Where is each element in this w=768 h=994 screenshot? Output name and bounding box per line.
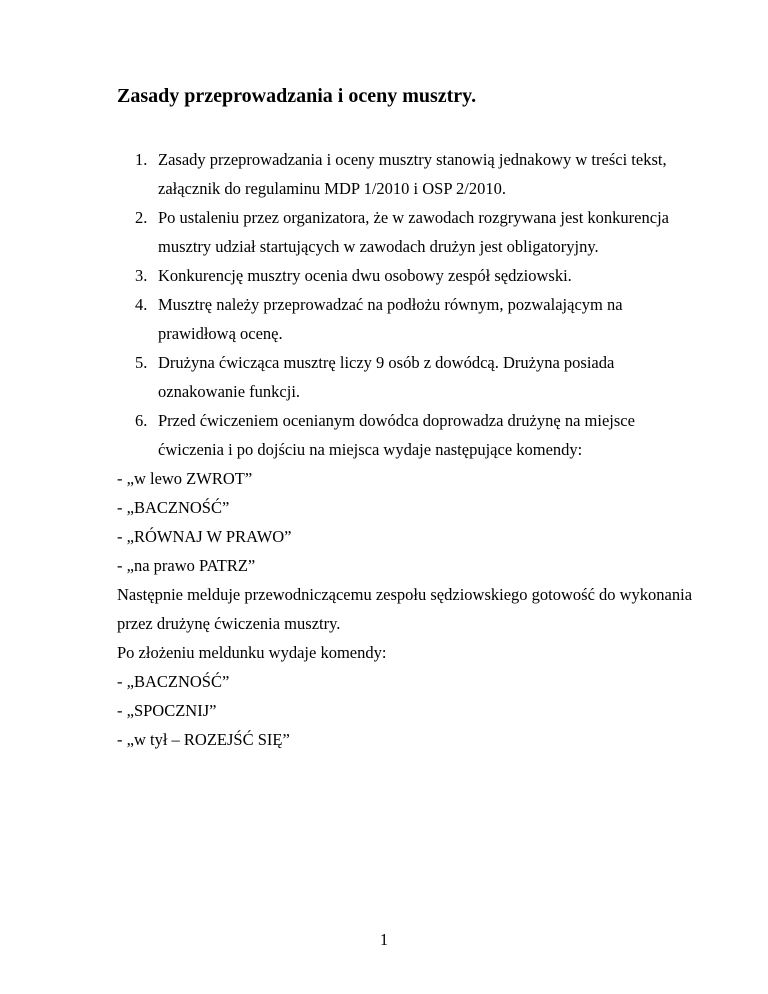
list-item-text: Konkurencję musztry ocenia dwu osobowy zespół sędziowski. — [158, 266, 572, 285]
list-item — [135, 203, 695, 261]
command-line: - „w tył – ROZEJŚĆ SIĘ” — [117, 730, 290, 749]
list-item-number: 3. — [135, 266, 148, 285]
list-item — [135, 261, 695, 290]
after-report-paragraph: Po złożeniu meldunku wydaje komendy: — [117, 643, 387, 662]
list-item-text: Zasady przeprowadzania i oceny musztry stanowią jednakowy w treści tekst, załącznik do regulaminu MDP 1/2010 i OSP 2/2010. — [158, 150, 667, 198]
command-line: - „BACZNOŚĆ” — [117, 498, 230, 517]
list-item — [135, 348, 695, 406]
list-item-text: Przed ćwiczeniem ocenianym dowódca doprowadza drużynę na miejsce ćwiczenia i po dojściu na miejsca wydaje następujące komendy: — [158, 411, 635, 459]
document-body — [117, 145, 695, 754]
command-line: - „RÓWNAJ W PRAWO” — [117, 527, 292, 546]
document-title: Zasady przeprowadzania i oceny musztry. — [117, 85, 477, 107]
list-item-text: Musztrę należy przeprowadzać na podłożu równym, pozwalającym na prawidłową ocenę. — [158, 295, 623, 343]
list-item-text: Drużyna ćwicząca musztrę liczy 9 osób z dowódcą. Drużyna posiada oznakowanie funkcji. — [158, 353, 615, 401]
command-line: - „BACZNOŚĆ” — [117, 672, 230, 691]
list-item-text: Po ustaleniu przez organizatora, że w zawodach rozgrywana jest konkurencja musztry udział startujących w zawodach drużyn jest obligatoryjny. — [158, 208, 669, 256]
command-line: - „w lewo ZWROT” — [117, 469, 253, 488]
command-line: - „SPOCZNIJ” — [117, 701, 217, 720]
list-item — [135, 290, 695, 348]
rules-list — [135, 145, 695, 464]
list-item — [135, 145, 695, 203]
list-item-number: 2. — [135, 208, 148, 227]
list-item-number: 6. — [135, 411, 148, 430]
report-paragraph: Następnie melduje przewodniczącemu zespołu sędziowskiego gotowość do wykonania przez drużynę ćwiczenia musztry. — [117, 585, 693, 633]
list-item-number: 4. — [135, 295, 148, 314]
list-item — [135, 406, 695, 464]
list-item-number: 1. — [135, 150, 148, 169]
page-number: 1 — [379, 930, 389, 949]
command-line: - „na prawo PATRZ” — [117, 556, 256, 575]
list-item-number: 5. — [135, 353, 148, 372]
